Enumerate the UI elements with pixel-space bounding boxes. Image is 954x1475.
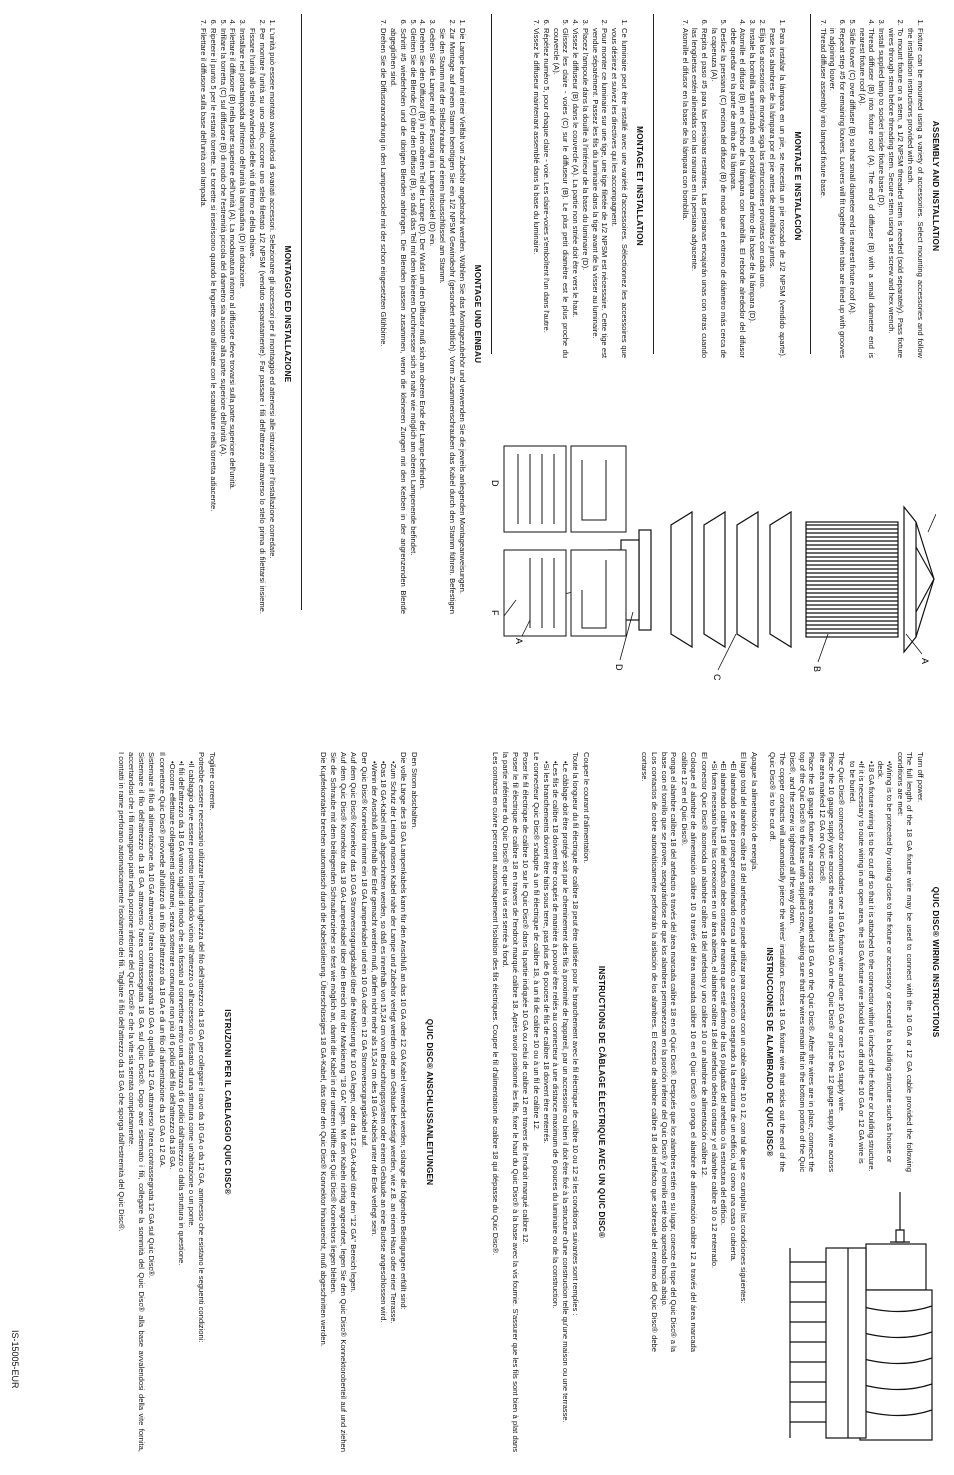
list-item: • Le câblage doit être protégé soit par le cheminement des fils à proximité de l'appareil, par un accessoire ou bien il doit être fixé à la structure d'une construction telle qu'une maison ou une terrasse.: [560, 761, 569, 1452]
louver-stack: [671, 512, 791, 647]
assembly-title-en: ASSEMBLY AND INSTALLATION: [931, 120, 940, 252]
step-item: 3. Instale la bombilla suministrada en el portalámpara dentro de la base de la lámpara (D).: [748, 28, 757, 358]
wiring-para: The copper contacts will automatically pierce the wires' insulation. Excess 18 GA fixture wire that sticks out the end of the Quic Disc® is to be cut off.: [768, 752, 787, 1172]
list-item: • Si les branchements doivent être faits sous terre, pas plus de 6 pouces de fils de calibre 18 doivent être enterrés.: [542, 761, 551, 1452]
step-item: 2. Elija los accesorios de montaje siga las instrucciones provistas con cada uno.: [758, 28, 767, 358]
list-item: • Wiring is to be protected by routing close to the fixture or accessory or secured to a building structure such as house or deck.: [876, 761, 895, 1172]
assembly-steps-es: [680, 14, 786, 358]
list-item: • El alambrado calibre 18 del artefacto debe cortarse de manera que esté dentro de las 6 pulgadas del artefacto o la estructura del edificio.: [719, 761, 728, 1352]
wiring-para: Sistemare il filo dell'attrezzo da 18 GA attraverso l'area contrassegnata 18 GA sul Quic Disc®. Dopo aver sistemato i fili, collegare la sommità del Quic Disc® alla base avvalendosi della vite fornita, accertandosi che i fili rimangano piatti nella porzione inferiore del Quic Disc® e che la vite sia serrata completamente.: [127, 752, 146, 1452]
list-item: • Si fuera necesario hacer las conexiones en un área abierta, el alambre calibre 18 del artefacto deberá cortarse y el alambre calibre 10 o 12 enterrado.: [710, 761, 719, 1352]
step-item: 1. L'unità può essere montato avvalendosi di svariati accessori. Selezionare gli accessori per il montaggio ed attenersi alle istruzioni per l'installazione corredate.: [267, 28, 276, 614]
step-item: 3. Geben Sie die Lampe mit der Fassung im Lampensockel (D) ein.: [428, 28, 437, 614]
step-item: 1. Ce luminaire peut être installé avec une variété d'accessoires. Sélectionnez les accessoires que vous désirez et suivez les directives qui les accompagnent.: [610, 28, 629, 358]
wiring-para: Die volle Länge des 18 GA Lampenkabels kann für den Anschluß an das 10 GA oder 12 GA Kabel verwendet werden, solange die folgenden Bedingungen erfüllt sind:: [399, 752, 409, 1310]
step-item: 6. Repita el paso #5 para las persianas restantes. Las persianas encajarán unas con otras cuando las lengüetas estén alineadas con las ranuras en la persiana adyacente.: [690, 28, 709, 358]
assembly-title-de: MONTAGE UND EINBAU: [473, 264, 482, 364]
wiring-para: Auf dem Quic Disc® Konnektor das 10 GA Stromversorgungskabel über die Markierung für 10 GA legen, oder das 12 GA-Kabel über den "12 GA" Bereich legen.: [349, 752, 359, 1293]
divider: [491, 14, 492, 354]
wiring-para: Potrebbe essere necessario utilizzare l'intera lunghezza del filo dell'attrezzo da 18 GA per collegare il cavo da 10 GA o da 12 GA, ammesso che esistano le seguenti condizioni:: [197, 752, 207, 1343]
label-d: D: [614, 664, 624, 671]
label-b: B: [812, 666, 822, 673]
wiring-para: I contatti in rame perforano automaticamente l'isolamento dei fili. Tagliare il filo dell'attrezzo da 18 GA che sporga dall'estremità del Quic Disc®.: [116, 752, 126, 1232]
wiring-section-de: [318, 752, 434, 1452]
wiring-title-fr: INSTRUCTIONS DE CÂBLAGE ÉLECTRIQUE AVEC UN QUIC DISC®: [597, 965, 606, 1239]
assembly-section-fr: [530, 14, 644, 358]
step-item: 2. Zur Montage auf einem Stamm benötigen Sie ein 1/2 NPSM Gewindeohr (gesondert erhältlich). Vorm Zusammenschrauben das Kabel durch den Stamm führen. Befestigen Sie den Stamm mit der Stellschraube und einem Inbusschlüssel am Stamm.: [438, 28, 457, 614]
wiring-para: Place the 10 gauge supply wire across the area marked 10 GA on the Quic Disc® or place the 12 gauge supply wire across the area marked 12 GA on Quic Disc®.: [817, 752, 836, 1172]
step-item: 7. Atornille el difusor en la base de la lámpara con bombilla.: [680, 28, 689, 358]
step-item: 5. Infilare la torretta (C) sul diffusore (B) di modo che l'estremità piccola del diametro sia accanto alla parte superiore dell'unità (A).: [218, 28, 227, 614]
wiring-section-it: [116, 752, 232, 1452]
wiring-para: Die Kupferkontakte brechen automatisch durch die Kabelisolierung. Überschüssiges 18 GA-Kabel, das über den Quic Disc® Konnektor hinausreicht, muß abgeschnitten werden.: [318, 752, 328, 1347]
list-item: • 18 GA fixture wiring is to be cut off so that it is attached to the connector within 6 inches of the fixture or building structure.: [866, 761, 875, 1172]
wiring-para: Togliere corrente.: [207, 752, 217, 811]
wiring-para: Auf dem Quic Disc® Konnektor das 18 GA-Lampenkabel über den Bereich mit der Markierung "18 GA" legen. Mit den Kabeln richtig angeordnet, legen Sie den Quic Disc® Konnektoroberteil auf und ziehen Sie die Schraube mit dem beiliegenden Schraubenzieher so fest wie möglich an, damit die Kabel in der unteren Hälfte des Quic Disc® Konnektors liegen bleiben.: [329, 752, 348, 1452]
wiring-para: Toute la longueur du fil électrique de calibre 18 peut être utilisée pour le branchement avec le fil électrique de calibre 10 ou 12 si les conditions suivantes sont remplies :: [571, 752, 581, 1316]
list-item: • If it is necessary to route wiring in an open area, the 18 GA fixture wire should be cut off and the 10 GA or 12 GA wire is to be buried.: [847, 761, 866, 1172]
wiring-para: Il connettore Quic Disc® provvede all'utilizzo di un filo dell'attrezzo da 18 GA e di un filo di alimentazione da 10 GA o 12 GA.: [157, 752, 167, 1168]
step-item: 2. Pour monter ce luminaire sur une tige, une tige filetée de 1/2 NPSM est nécessaire. Cette tige est vendue séparément. Passez les fils du luminaire dans la tige avant de la visser au luminaire.: [590, 28, 609, 358]
wiring-title-en: QUIC DISC® WIRING INSTRUCTIONS: [931, 886, 940, 1038]
wiring-para: Couper le courant d'alimentation.: [581, 752, 591, 864]
wiring-bullets-fr: [542, 752, 570, 1452]
assembly-steps-en: [818, 14, 924, 358]
wiring-bullets-de: [370, 752, 398, 1452]
list-item: • I fili dell'attrezzo da 18 GA vanno tagliati di modo che sia fissato al connettore entro una distanza di 6 pollici dall'attrezzo o dalla struttura in questione.: [177, 761, 186, 1452]
wiring-para: Poser le fil électrique de calibre 10 sur le Quic Disc® dans la partie indiquée 10 GA ou celui de calibre 12 en travers de l'endroit marqué calibre 12.: [521, 752, 531, 1245]
label-a: A: [920, 658, 930, 665]
step-item: 5. Slide louver (C) over diffuser (B) so that small diameter end is nearest fixture roof (A).: [847, 28, 856, 358]
step-item: 7. Vissez le diffuseur maintenant assemblé dans la base du luminaire.: [532, 28, 541, 358]
step-item: 7. Drehen Sie die Diffusoranordnung in den Lampensockel mit der schon eingesetzten Glühbirne.: [379, 28, 388, 614]
wiring-section-en: [767, 752, 940, 1172]
step-item: 6. Repeat step #5 for remaining louvers. Louvers will fit together when tabs are lined up with grooves in adjoining louver.: [828, 28, 847, 358]
wiring-title-es: INSTRUCCIONES DE ALAMBRADO DE QUIC DISC®: [765, 947, 774, 1157]
wiring-section-es: [639, 752, 774, 1352]
assembly-section-it: [196, 14, 292, 614]
assembly-title-es: MONTAJE E INSTALACIÓN: [793, 131, 802, 241]
list-item: • Occorre effettuare collegamenti sotterranei, senza sotterrare comunque non più di 6 pollici del filo dell'attrezzo da 18 GA.: [168, 761, 177, 1452]
assembly-title-it: MONTAGGIO ED INSTALLAZIONE: [283, 245, 292, 383]
step-item: 1. Fixture can be mounted using a variety of accessories. Select mounting accessories and follow the installation instructions provided with each.: [906, 28, 925, 358]
step-item: 6. Ripetere il punto 5 per le restanti torrette. Le torrette si inseriscono quando le linguette sono allineate con le scanalature nella torretta adiacente.: [208, 28, 217, 614]
wiring-para: Place the 18 gauge fixture wire across the area marked 18 GA on the Quic Disc®. After the wires are in place, connect the top of the Quic Disc® to the base with supplied screw, making sure that the wires remain flat in the bottom portion of the Quic Disc®, and the screw is tightened all the way down.: [788, 752, 817, 1172]
step-item: 3. Install supplied lamp to socket inside fixture base (D).: [877, 28, 886, 358]
leader-b: [818, 634, 828, 662]
step-item: 5. Glissez les claire - voies (C) sur le diffuseur (B). Le plus petit diamètre est le plus proche du couvercle (A).: [551, 28, 570, 358]
list-item: • Wenn der Anschluß unterhalb der Erde gemacht werden muß, dürfen nicht mehr als 15,24 cm des 18 GA-Kabels unter der Erde verlegt sein.: [370, 761, 379, 1452]
step-item: 4. Filettare il diffusore (B) nella parte superiore dell'unità (A). La modanatura intorno al diffusore deve trovarsi sulla parte superiore dell'unità.: [228, 28, 237, 614]
quic-disc-connector-diagram: [780, 1182, 940, 1462]
wiring-para: Der Quic Disc® Konnektor nimmt ein 18 GA Lampenkabel und ein 10 GA oder ein 12 GA Stromversorgungskabel auf.: [359, 752, 369, 1148]
step-item: 2. Per montare l'unità su uno stelo, occorre uno stelo filettato 1/2 NPSM (venduto separatamente). Far passare i fili dell'attrezzo attraverso lo stelo prima di filettarsi insieme. Fissare l'unità allo stelo avvalendosi delle viti di fermo e della chiave.: [248, 28, 267, 614]
assembly-steps-it: [198, 14, 276, 614]
step-item: 3. Installare nel portalampada all'interno dell'unità la lampadina (D) in dotazione.: [238, 28, 247, 614]
step-item: 4. Thread diffuser (B) into fixture roof (A). The end of diffuser (B) with a small diameter end is nearest fixture roof (A).: [857, 28, 876, 358]
step-item: 3. Placez l'ampoule dans la douille à l'intérieur de la base du luminaire (D).: [581, 28, 590, 358]
assembly-section-es: [678, 14, 802, 358]
step-item: 4. Drehen Sie den Diffusor (B) in den oberen Teil der Lampe (D). Der Wulst um den Diffusor muß sich am oberen Ende der Lampe befinden.: [418, 28, 427, 614]
step-item: 4. Vissez le diffuseur (B) dans le couvercle (A). La partie non striée doit être vers le haut.: [571, 28, 580, 358]
wiring-bullets-es: [710, 752, 738, 1352]
wiring-bullets-en: [847, 752, 894, 1172]
list-item: • El alambrado se debe proteger encaminando cerca al artefacto o accesorio o asegurado a la estructura de un edificio, tal como una casa o cubierta.: [728, 761, 737, 1352]
step-item: 1. Para instalar la lámpara en un pie, se necesita un pie roscado de 1/2 NPSM (vendido aparte). Pase los alambres de la lámpara por el pie antes de atornillarlos juntos.: [768, 28, 787, 358]
wiring-para: Le connecteur Quic Disc® s'adapte à un fil électrique de calibre 18, à un fil de calibre 10 ou à un fil de calibre 12.: [531, 752, 541, 1131]
diffuser: [806, 522, 898, 637]
step-item: 6. Schritt #5 wiederholen und die übrigen Blenden anbringen. Die Blenden passen zusammen, wenn die kleineren Zungen mit den Kerben in der angrenzenden Blende abgeglichen sind.: [389, 28, 408, 614]
list-item: • Zum Schutz der Leitung müssen Kabel nahe der Lampe und Zubehör verlegt werden oder am Gebäude befestigt werden, wie z.B. an einem Haus oder einer Terrasse.: [388, 761, 397, 1452]
list-item: • Das 18 GA-Kabel muß abgeschnitten werden, so daß es innerhalb von 15,24 cm vom Beleuchtungssystem oder einem Gebäude an eine Buchse angeschlossen wird.: [379, 761, 388, 1452]
wiring-section-fr: [490, 752, 606, 1452]
wiring-para: El largo total del alambre calibre 18 del artefacto se puede utilizar para conectar con un cable calibre 10 o 12, con tal de que se cumplan las condiciones siguientes:: [739, 752, 749, 1304]
label-f: F: [490, 610, 500, 616]
fixture-roof: [904, 507, 936, 652]
divider: [810, 14, 811, 354]
assembly-section-en: [816, 14, 940, 358]
step-item: 7. Thread diffuser assembly into lamped fixture base.: [818, 28, 827, 358]
wiring-para: Les contacts en cuivre perceront automatiquement l'isolation des fils électriques. Couper le fil d'alimentation de calibre 18 qui dépasse du Quic Disc®.: [490, 752, 500, 1256]
label-detail-d: D: [490, 480, 500, 487]
base-detail-diagram: [489, 440, 634, 645]
wiring-para: Los contactos de cobre automáticamente perforarán la aislación de los alambres. El exceso de alambre calibre 18 del artefacto que sobresale del extremo del Quic Disc® debe cortarse.: [640, 752, 659, 1352]
step-item: 5. Gleiten Sie die Blende (C) über den Diffusor (B), so daß das Teil mit dem kleineren Durchmesser sich so nahe wie möglich am oberen Lampenende befindet.: [408, 28, 417, 614]
step-item: 4. Atornille el difusor (B) en el techo de la lámpara con bombilla. El reborde alrededor del difusor debe quedar en la parte de arriba de la lámpara.: [729, 28, 748, 358]
wiring-para: Apague la alimentación de energía.: [749, 752, 759, 872]
wiring-para: Ponga el alambre calibre 18 del artefacto a través del área marcada calibre 18 en el Quic Disc®. Después que los alambres estén en su lugar, conecte el tope del Quic Disc® a la base con el tornillo que se provee, asegurándose de que los alambres permanezcan en la porción inferior del Quic Disc® y el tornillo esté todo apretado hacia abajo.: [659, 752, 679, 1352]
label-c: C: [712, 674, 722, 681]
wiring-para: El conector Quic Disc® acomoda un alambre calibre 18 del artefacto y uno calibre 10 o un alambre de alimentación calibre 12.: [699, 752, 709, 1178]
list-item: • Il cablaggio deve essere protetto instradandolo vicino all'attrezzo o all'accessorio o fissato ad una struttura come un'abitazione o un ponte.: [186, 761, 195, 1452]
step-item: 5. Deslice la persiana (C) encima del difusor (B) de modo que el extremo de diámetro más cerca de la caperuza (A).: [709, 28, 728, 358]
step-item: 2. To mount fixture on a stem, a 1/2 NPSM threaded stem is needed (sold separately). Pass fixture wires through stem before threading stem. Secure stem using a set screw and hex wrench.: [886, 28, 905, 358]
label-a-detail: A: [514, 638, 524, 645]
divider: [301, 14, 302, 610]
divider: [653, 14, 654, 354]
assembly-steps-fr: [532, 14, 629, 358]
assembly-title-fr: MONTAGE ET INSTALLATION: [635, 126, 644, 246]
step-item: 7. Filettare il diffusore sulla base dell'unità con lampada.: [198, 28, 207, 614]
step-item: 1. Die Lampe kann mit einer Vielfalt von Zubehör angebracht werden. Wählen Sie das Montagezubehör und verwenden Sie die jeweils anliegenden Montageanweisungen.: [457, 28, 466, 614]
list-item: • Les fils de calibre 18 doivent être coupés de manière à pouvoir être reliés au connecteur à une distance maximum de 6 pouces du luminaire ou de la construction.: [551, 761, 560, 1452]
wiring-para: Coloque el alambre de alimentación calibre 10 a través del área marcada calibre 10 en el Quic Disc® o ponga el alambre de alimentación calibre 12 a través del área marcada calibre 12 en el Quic Disc®.: [679, 752, 699, 1352]
wiring-para: Poser le fil électrique de calibre 18 en travers de l'endroit marqué calibre 18. Après avoir positionné les fils, fixer le haut du Quic Disc® à la base avec la vis fournie. S'assurer que les fils sont bien à plat dans la partie inférieure du Quic Disc® et que la vis est serrée à fond.: [501, 752, 520, 1452]
document-id: IS-15005-EUR: [10, 1330, 20, 1389]
wiring-para: The full length of the 18 GA fixture wire may be used to connect with the 10 GA or 12 GA cable provided the following conditions are met:: [895, 752, 915, 1172]
wiring-para: Den Strom abschalten.: [409, 752, 419, 830]
wiring-title-de: QUIC DISC® ANSCHLUSSANLEITUNGEN: [425, 1018, 434, 1186]
wiring-para: The Quic Disc® connector accommodates one 18 GA fixture wire and one 10 GA or one 12 GA supply wire.: [837, 752, 847, 1113]
assembly-section-de: [377, 14, 482, 614]
wiring-title-it: ISTRUZIONI PER IL CABLAGGIO QUIC DISC®: [223, 1009, 232, 1195]
assembly-steps-de: [379, 14, 467, 614]
wiring-para: Turn off power.: [915, 752, 925, 803]
wiring-bullets-it: [168, 752, 196, 1452]
step-item: 6. Répétez numéro 5, pour chaque claire - voie. Les claire-voies s'emboîtent l'un dans l'autre.: [541, 28, 550, 358]
wiring-para: Sistemare il filo di alimentazione da 10 GA attraverso l'area contrassegnata 10 GA o quella da 12 GA attraverso l'area contrassegnata 12 GA sul Quic Disc®.: [147, 752, 157, 1278]
